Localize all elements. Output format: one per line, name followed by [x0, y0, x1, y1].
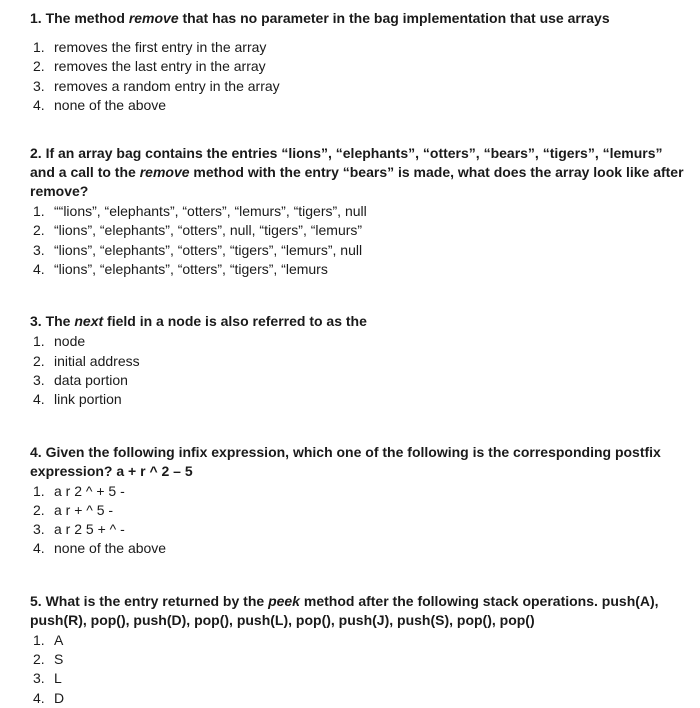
- option-item: [33, 371, 690, 390]
- question-1-options: [30, 38, 690, 115]
- option-text: removes the last entry in the array: [54, 58, 266, 75]
- question-4-options: [30, 482, 690, 559]
- option-text: removes the first entry in the array: [54, 39, 267, 55]
- option-item: [33, 390, 690, 409]
- option-item: [33, 501, 690, 520]
- option-item: [33, 260, 690, 279]
- option-item: [33, 332, 690, 351]
- question-3: [30, 312, 690, 409]
- option-text: none of the above: [54, 540, 167, 557]
- option-text: D: [54, 689, 65, 706]
- option-text: L: [54, 670, 62, 687]
- option-number: 1.: [33, 333, 45, 350]
- question-5-text: 5. What is the entry returned by the peek method after the following stack operations. push(A), push(R), pop(), push(D), pop(), push(L), pop(), push(J), push(S), pop(), pop(): [30, 592, 659, 628]
- option-text: ““lions”, “elephants”, “otters”, “lemurs”, “tigers”, null: [54, 203, 367, 220]
- option-text: a r + ^ 5 -: [54, 501, 114, 518]
- option-item: [33, 669, 690, 688]
- option-text: “lions”, “elephants”, “otters”, “tigers”, “lemurs”, null: [54, 241, 363, 258]
- emphasis-keyword: remove: [139, 164, 190, 181]
- option-number: 2.: [33, 651, 45, 668]
- option-number: 4.: [33, 540, 45, 557]
- question-number: 2.: [30, 145, 42, 162]
- option-item: [33, 352, 690, 371]
- option-number: 1.: [33, 482, 45, 499]
- question-number: 4.: [30, 443, 42, 460]
- option-item: [33, 57, 690, 76]
- option-number: 2.: [33, 222, 45, 239]
- question-4: [30, 443, 690, 559]
- question-3-text: 3. The next field in a node is also referred to as the: [30, 313, 367, 330]
- option-number: 4.: [33, 689, 45, 706]
- option-number: 3.: [33, 371, 45, 388]
- option-item: [33, 77, 690, 96]
- option-number: 1.: [33, 631, 45, 648]
- option-item: [33, 221, 690, 240]
- emphasis-keyword: peek: [268, 592, 300, 609]
- question-1-text: 1. The method remove that has no parameter in the bag implementation that use arrays: [30, 10, 610, 26]
- option-text: a r 2 ^ + 5 -: [54, 482, 125, 499]
- option-number: 1.: [33, 203, 45, 220]
- option-text: link portion: [54, 391, 122, 408]
- option-item: [33, 38, 690, 57]
- option-number: 3.: [33, 521, 45, 538]
- option-item: [33, 689, 690, 708]
- quiz-document: [30, 9, 690, 708]
- option-text: “lions”, “elephants”, “otters”, null, “tigers”, “lemurs”: [54, 222, 363, 239]
- question-4-text: 4. Given the following infix expression, which one of the following is the corresponding postfix expression? a + r ^ 2 – 5: [30, 443, 661, 479]
- option-item: [33, 650, 690, 669]
- option-text: removes a random entry in the array: [54, 77, 280, 94]
- option-number: 3.: [33, 77, 45, 94]
- option-number: 2.: [33, 501, 45, 518]
- option-number: 2.: [33, 352, 45, 369]
- option-text: data portion: [54, 371, 128, 388]
- option-item: [33, 96, 690, 115]
- question-number: 1.: [30, 10, 42, 26]
- emphasis-keyword: remove: [128, 10, 179, 26]
- option-number: 1.: [33, 39, 45, 55]
- option-text: node: [54, 333, 86, 350]
- option-number: 3.: [33, 241, 45, 258]
- option-item: [33, 539, 690, 558]
- question-number: 3.: [30, 313, 42, 330]
- option-text: “lions”, “elephants”, “otters”, “tigers”, “lemurs: [54, 261, 328, 278]
- question-2-text: 2. If an array bag contains the entries “lions”, “elephants”, “otters”, “bears”, “tigers”, “lemurs” and a call to the remove method with the entry “bears” is made, what does the array look like after remove?: [30, 145, 684, 200]
- emphasis-keyword: next: [74, 313, 104, 330]
- question-number: 5.: [30, 592, 42, 609]
- option-item: [33, 520, 690, 539]
- question-3-options: [30, 332, 690, 409]
- option-item: [33, 241, 690, 260]
- option-text: A: [54, 631, 64, 648]
- option-number: 4.: [33, 391, 45, 408]
- option-text: none of the above: [54, 96, 167, 113]
- option-text: initial address: [54, 352, 140, 369]
- question-5: [30, 592, 690, 708]
- option-number: 3.: [33, 670, 45, 687]
- option-item: [33, 482, 690, 501]
- option-text: S: [54, 651, 64, 668]
- option-item: [33, 202, 690, 221]
- question-5-options: [30, 631, 690, 708]
- question-2-options: [30, 202, 690, 279]
- option-item: [33, 631, 690, 650]
- question-1: [30, 9, 690, 115]
- option-number: 2.: [33, 58, 45, 75]
- option-number: 4.: [33, 96, 45, 113]
- option-number: 4.: [33, 261, 45, 278]
- option-text: a r 2 5 + ^ -: [54, 521, 125, 538]
- question-2: [30, 144, 690, 279]
